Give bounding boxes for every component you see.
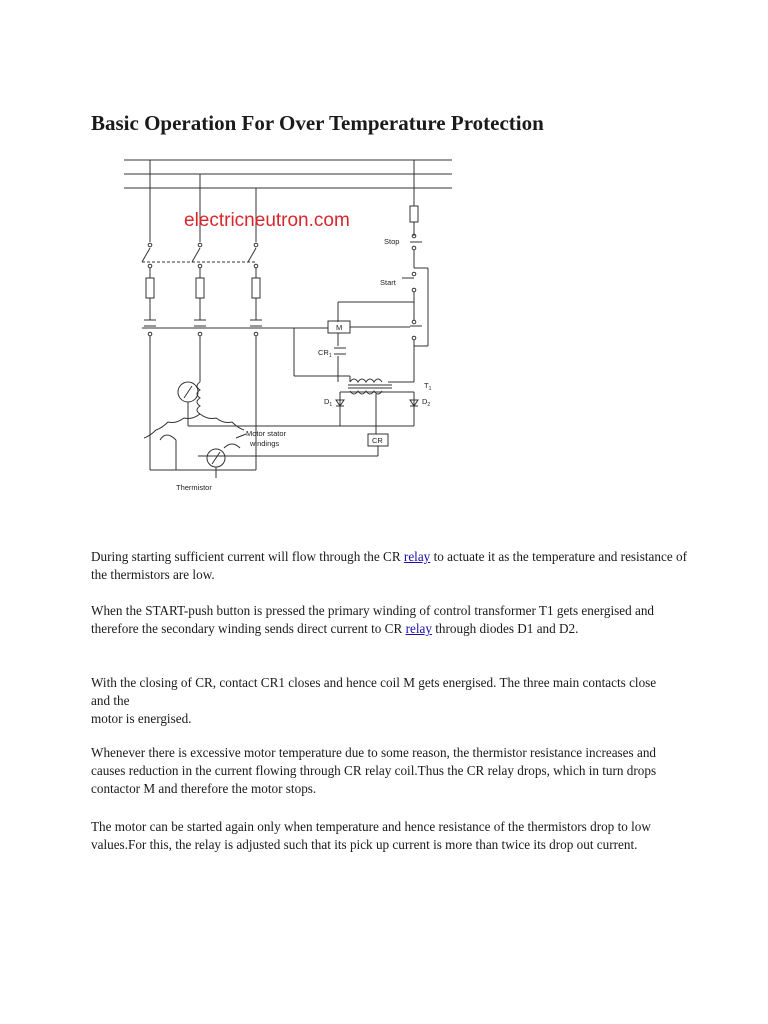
phase-feeders xyxy=(142,160,328,450)
control-circuit xyxy=(188,160,431,456)
cr-relay-label: CR xyxy=(372,436,383,445)
supply-lines xyxy=(124,160,452,188)
page-title: Basic Operation For Over Temperature Protection xyxy=(91,111,544,135)
relay-link-1[interactable]: relay xyxy=(403,549,431,564)
start-label: Start xyxy=(380,278,396,287)
paragraph-1: During starting sufficient current will flow through the CR relay to actuate it as the temperature and resistance of the thermistors are low. xyxy=(91,549,687,582)
paragraph-3: With the closing of CR, contact CR1 closes and hence coil M gets energised. The three main contacts close and the motor is energised. xyxy=(91,675,657,726)
motor-stator xyxy=(144,382,256,478)
motor-stator-label-2: windings xyxy=(250,439,280,448)
d1-label: $D_1$ xyxy=(324,397,333,408)
stop-label: Stop xyxy=(384,237,400,246)
paragraph-5: The motor can be started again only when temperature and hence resistance of the thermistors drop to low values.For this, the relay is adjusted such that its pick up current is more than twice its drop out current. xyxy=(91,819,651,852)
motor-stator-label-1: Motor stator xyxy=(246,429,287,438)
thermistor-label: Thermistor xyxy=(176,483,212,492)
d2-label: $D_2$ xyxy=(422,397,431,408)
relay-link-2[interactable]: relay xyxy=(405,621,432,636)
t1-label: $T_1$ xyxy=(424,381,432,392)
diagram-watermark: electricneutron.com xyxy=(184,210,350,231)
paragraph-2: When the START-push button is pressed the primary winding of control transformer T1 gets energised and therefore the secondary winding sends direct current to CR relay through diodes D1 and D2. xyxy=(91,603,655,636)
circuit-diagram xyxy=(118,150,458,500)
m-coil-label: M xyxy=(336,323,343,332)
paragraph-4: Whenever there is excessive motor temperature due to some reason, the thermistor resistance increases and causes reduction in the current flowing through CR relay coil.Thus the CR relay drops, which in turn drops contactor M and therefore the motor stops. xyxy=(91,745,657,796)
cr1-label: $CR_1$ xyxy=(318,348,332,359)
